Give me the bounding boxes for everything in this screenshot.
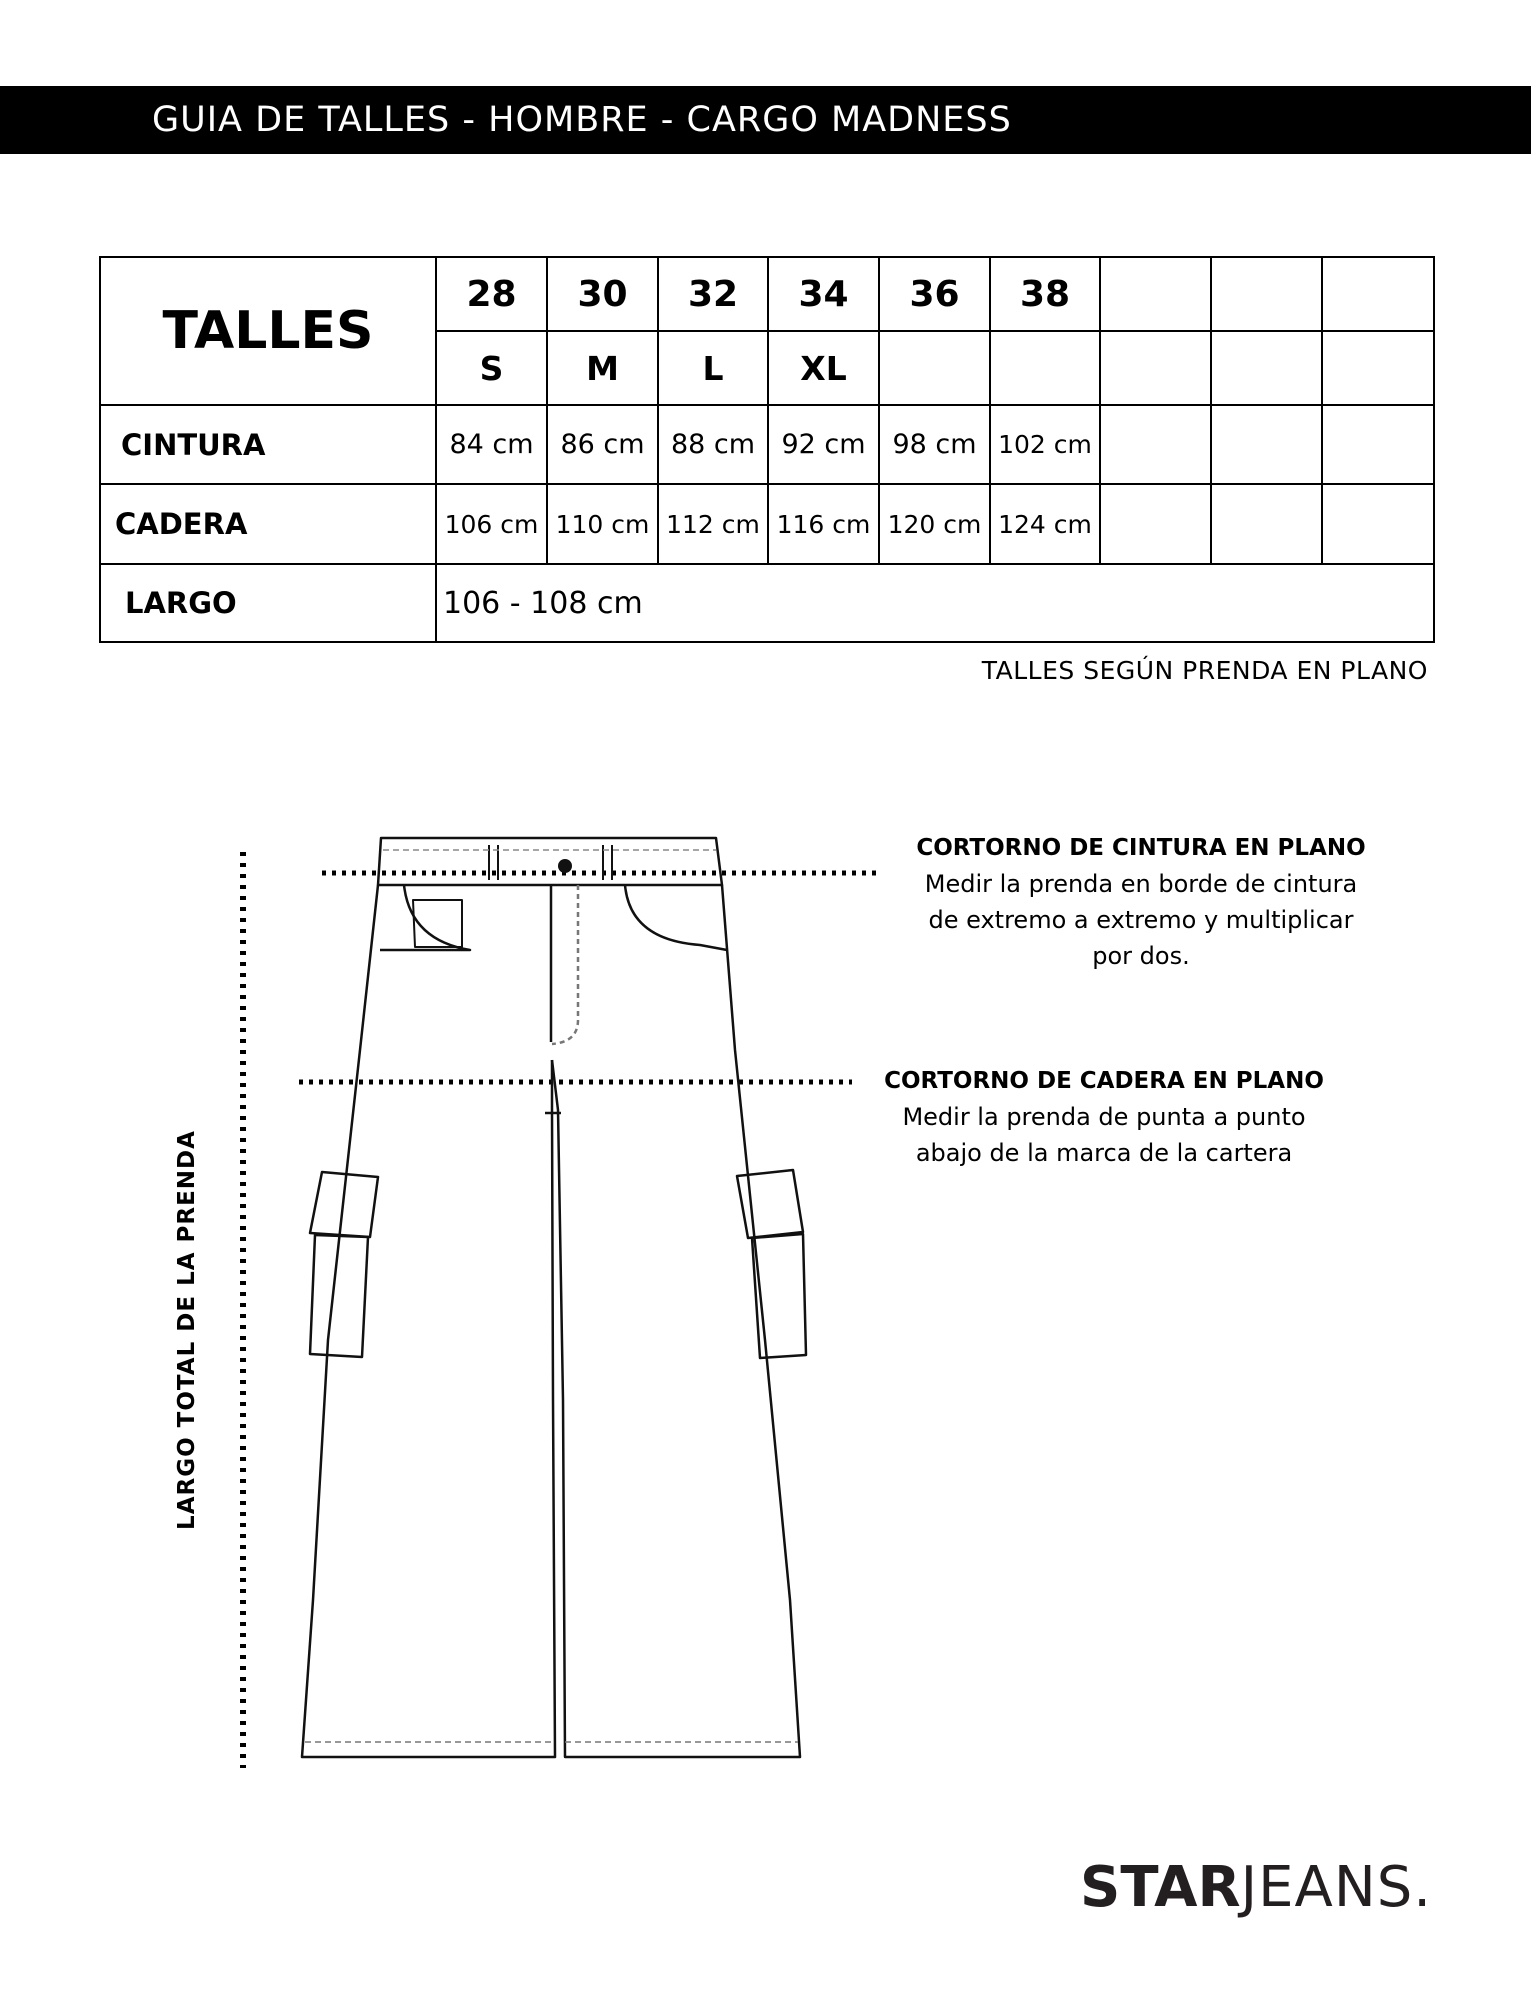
size-num-cell: 36 (879, 257, 990, 331)
size-letter-cell: L (658, 331, 768, 405)
largo-value: 106 - 108 cm (436, 564, 1434, 642)
cadera-value: 106 cm (436, 484, 547, 564)
size-num-cell: 28 (436, 257, 547, 331)
size-letter-cell: S (436, 331, 547, 405)
cintura-annotation-line: de extremo a extremo y multiplicar (928, 906, 1354, 934)
pants-outline (302, 838, 806, 1757)
largo-total-label: LARGO TOTAL DE LA PRENDA (174, 1130, 200, 1530)
size-num-cell: 34 (768, 257, 879, 331)
cadera-value: 112 cm (658, 484, 768, 564)
cadera-annotation-title: CORTORNO DE CADERA EN PLANO (884, 1068, 1324, 1094)
cadera-label: CADERA (100, 484, 436, 564)
cintura-value: 92 cm (768, 405, 879, 484)
cadera-annotation-line: Medir la prenda de punta a punto (902, 1103, 1306, 1131)
size-letter-cell: M (547, 331, 658, 405)
cadera-value: 124 cm (990, 484, 1100, 564)
cadera-annotation-line: abajo de la marca de la cartera (915, 1139, 1293, 1167)
cadera-annotation (872, 1063, 1336, 1171)
brand-logo (1080, 1855, 1432, 1920)
size-num-cell: 38 (990, 257, 1100, 331)
page-title: GUIA DE TALLES - HOMBRE - CARGO MADNESS (152, 100, 1012, 140)
size-num-cell: 32 (658, 257, 768, 331)
cintura-value: 86 cm (547, 405, 658, 484)
largo-label: LARGO (100, 564, 436, 642)
table-note: TALLES SEGÚN PRENDA EN PLANO (981, 656, 1428, 685)
logo-star-text: STAR (1080, 1855, 1241, 1920)
cadera-value: 120 cm (879, 484, 990, 564)
cintura-annotation (906, 830, 1376, 974)
cintura-annotation-title: CORTORNO DE CINTURA EN PLANO (916, 835, 1366, 861)
cadera-value: 110 cm (547, 484, 658, 564)
cintura-value: 88 cm (658, 405, 768, 484)
cintura-annotation-line: Medir la prenda en borde de cintura (924, 870, 1358, 898)
cintura-value: 102 cm (990, 405, 1100, 484)
cintura-label: CINTURA (100, 405, 436, 484)
cadera-value: 116 cm (768, 484, 879, 564)
size-num-cell: 30 (547, 257, 658, 331)
cintura-value: 84 cm (436, 405, 547, 484)
cintura-value: 98 cm (879, 405, 990, 484)
logo-jeans-text: JEANS. (1240, 1855, 1433, 1920)
talles-header: TALLES (100, 257, 436, 405)
cintura-annotation-line: por dos. (1092, 942, 1190, 970)
size-letter-cell: XL (768, 331, 879, 405)
